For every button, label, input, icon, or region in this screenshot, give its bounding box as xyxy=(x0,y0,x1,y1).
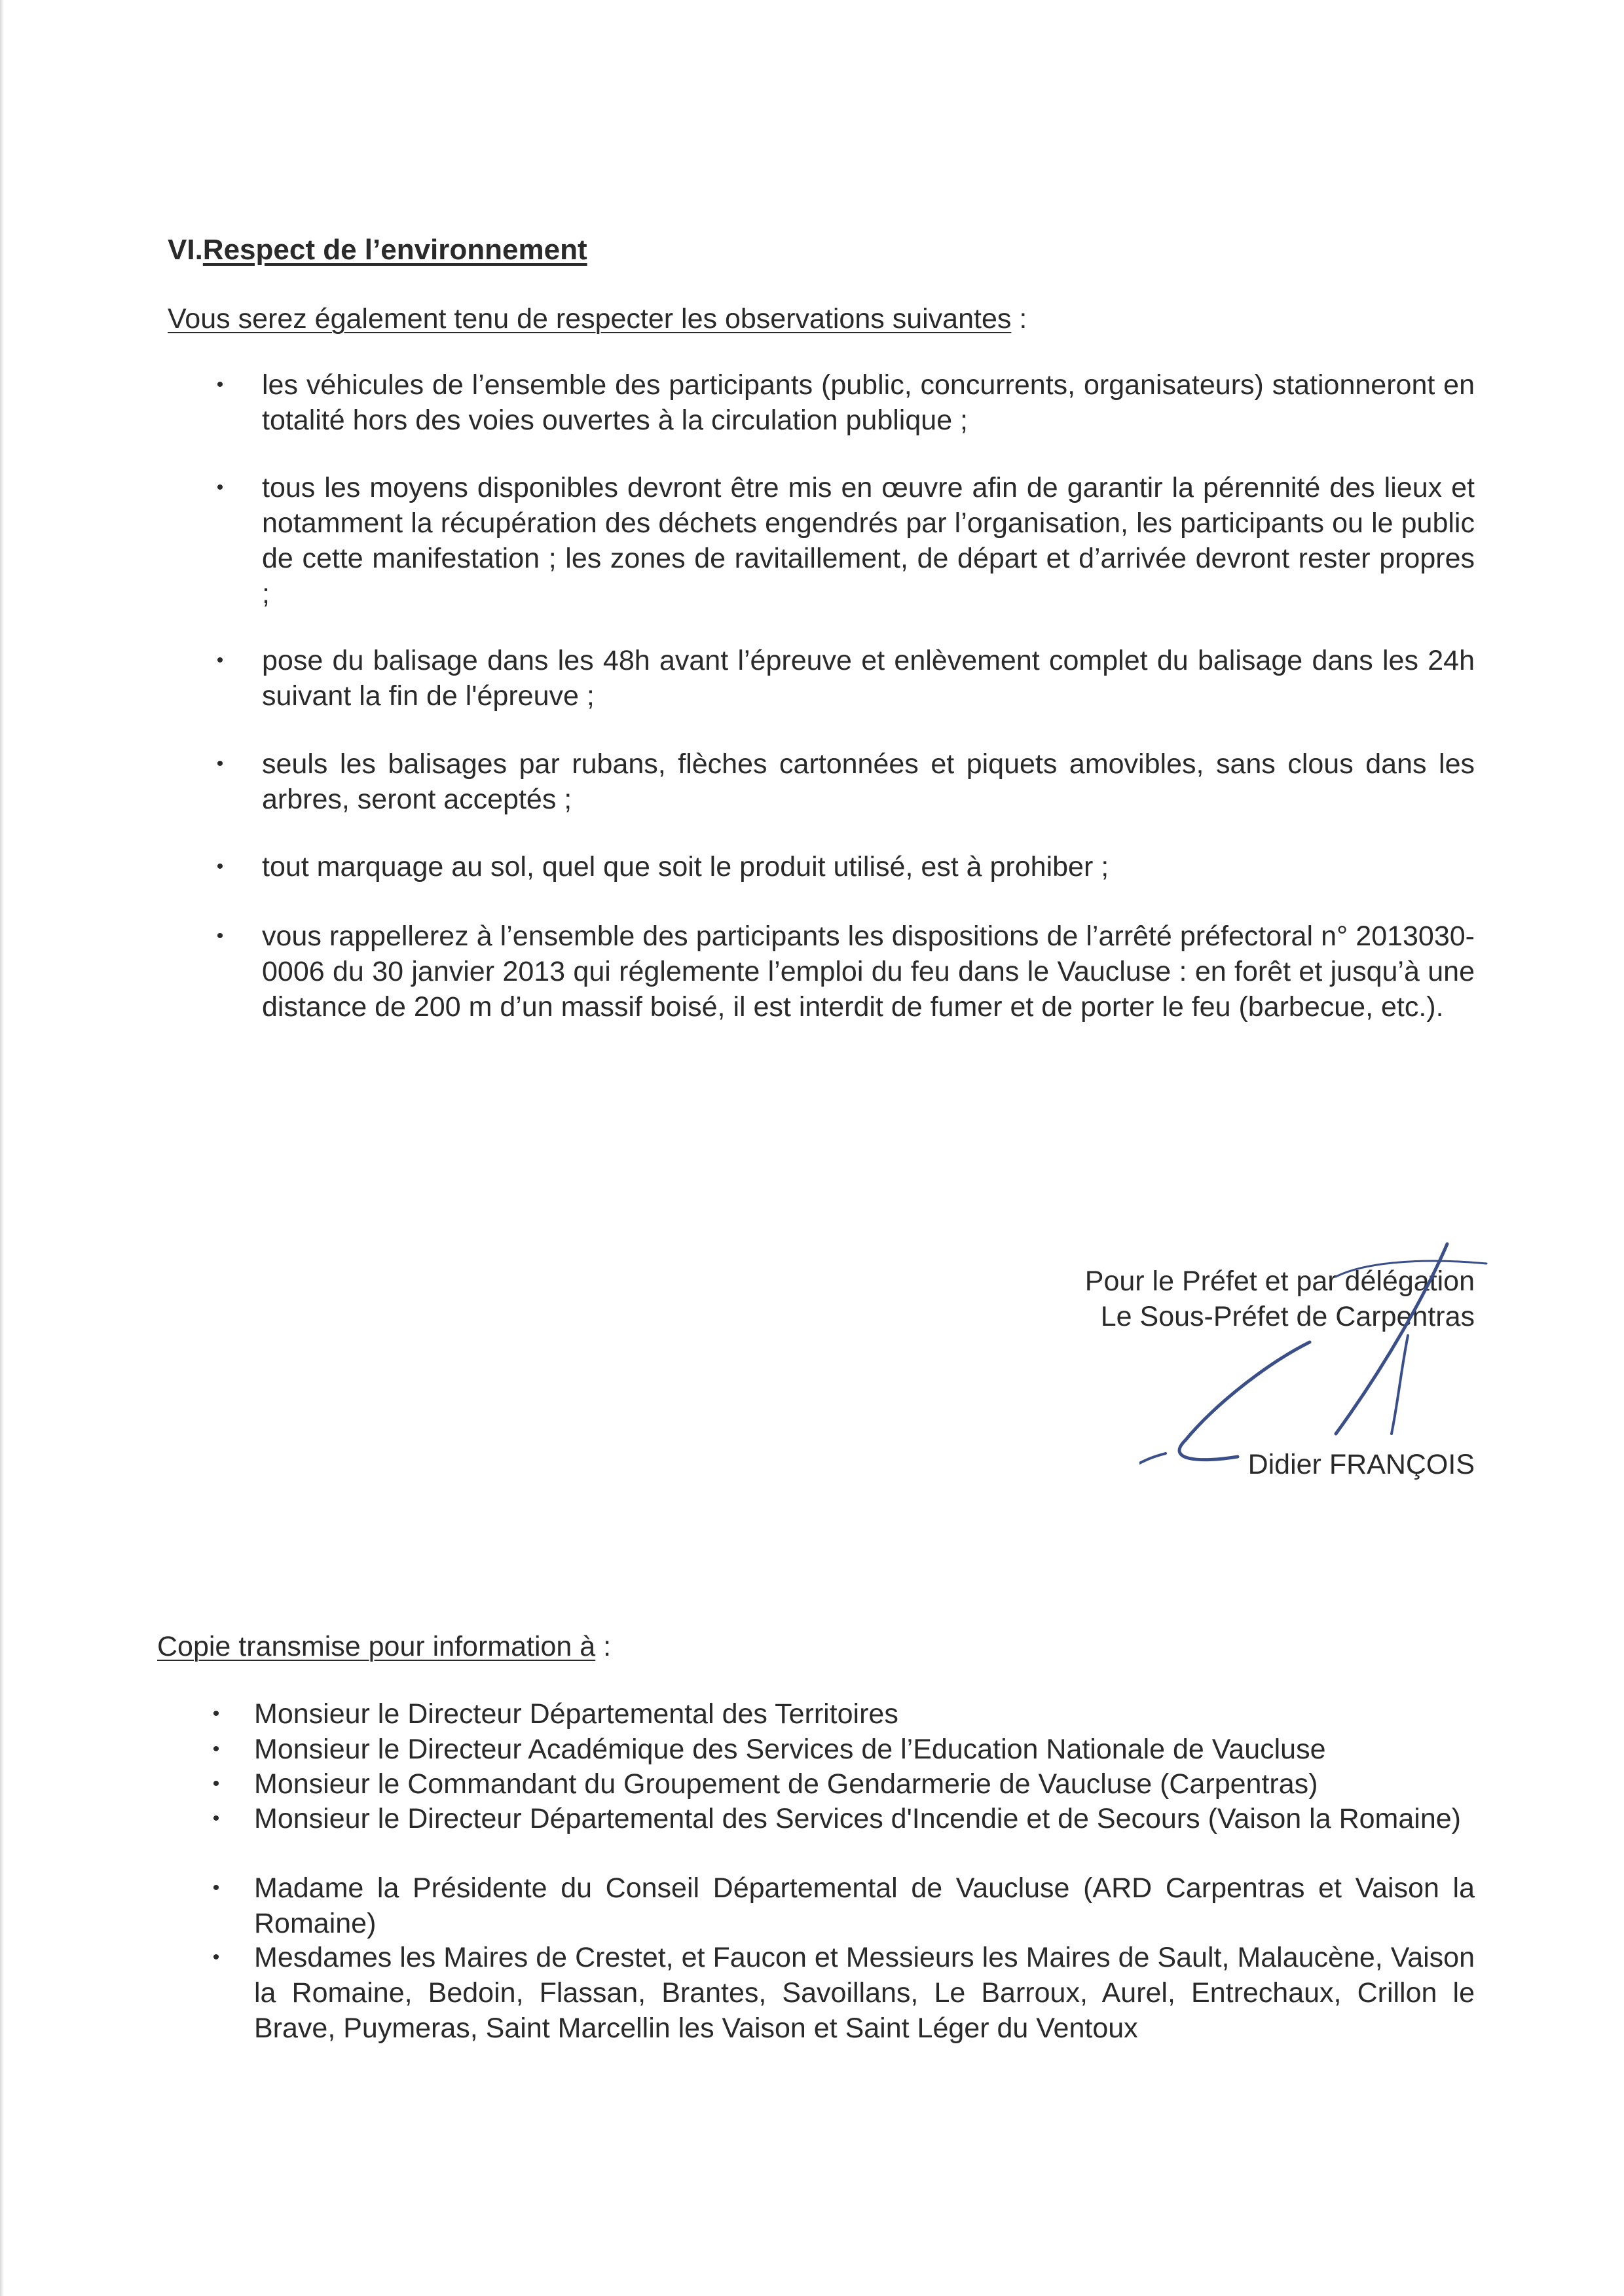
signer-name: Didier FRANÇOIS xyxy=(1247,1449,1475,1480)
section-heading xyxy=(168,232,587,268)
section-number: VI. xyxy=(168,234,203,266)
bullet: • xyxy=(212,1877,220,1899)
recipient-item xyxy=(212,1696,1475,1732)
bullet: • xyxy=(212,1773,220,1795)
intro-text: Vous serez également tenu de respecter les observations suivantes xyxy=(168,303,1012,335)
bullet: • xyxy=(212,1703,220,1724)
bullet: • xyxy=(212,1808,220,1829)
bullet: • xyxy=(216,925,224,947)
observation-item xyxy=(216,919,1475,1025)
observation-item xyxy=(216,470,1475,611)
bullet: • xyxy=(212,1946,220,1968)
scan-edge xyxy=(0,0,4,2296)
observation-text: seuls les balisages par rubans, flèches cartonnées et piquets amovibles, sans clous dans les arbres, seront acceptés ; xyxy=(262,748,1475,815)
copy-heading-text: Copie transmise pour information à xyxy=(157,1631,596,1662)
observation-item xyxy=(216,849,1475,884)
observation-item xyxy=(216,643,1475,714)
recipient-text: Monsieur le Directeur Académique des Services de l’Education Nationale de Vaucluse xyxy=(254,1734,1326,1765)
recipient-item xyxy=(212,1766,1475,1802)
signature-stroke xyxy=(1336,1244,1447,1434)
observation-text: tous les moyens disponibles devront être mis en œuvre afin de garantir la pérennité des lieux et notamment la récupération des déchets engendrés par l’organisation, les participants ou le public de cette manifestation ; les zones de ravitaillement, de départ et d’arrivée devront rester propres ; xyxy=(262,472,1475,610)
observation-text: tout marquage au sol, quel que soit le produit utilisé, est à prohiber ; xyxy=(262,851,1109,883)
observation-item xyxy=(216,746,1475,817)
bullet: • xyxy=(216,374,224,395)
copy-heading xyxy=(157,1629,611,1664)
recipient-text: Monsieur le Commandant du Groupement de Gendarmerie de Vaucluse (Carpentras) xyxy=(254,1768,1318,1800)
signature-stroke xyxy=(1336,1261,1486,1277)
signature-stroke xyxy=(1392,1336,1408,1434)
recipient-item xyxy=(212,1870,1475,1941)
recipient-item xyxy=(212,1732,1475,1767)
section-title: Respect de l’environnement xyxy=(202,234,587,266)
bullet: • xyxy=(212,1738,220,1760)
recipient-item xyxy=(212,1801,1475,1836)
signature-title: Le Sous-Préfet de Carpentras xyxy=(1100,1301,1475,1332)
copy-heading-colon: : xyxy=(595,1631,612,1662)
observation-text: vous rappellerez à l’ensemble des participants les dispositions de l’arrêté préfectoral n° 2013030-0006 du 30 janvier 2013 qui réglemente l’emploi du feu dans le Vaucluse : en forêt et jusqu’à une distance de 200 m d’un massif boisé, il est interdit de fumer et de porter le feu (barbecue, etc.). xyxy=(262,920,1475,1023)
recipient-item xyxy=(212,1940,1475,2046)
bullet: • xyxy=(216,753,224,774)
bullet: • xyxy=(216,856,224,877)
observation-item xyxy=(216,367,1475,438)
bullet: • xyxy=(216,477,224,498)
recipient-text: Monsieur le Directeur Départemental des Territoires xyxy=(254,1698,898,1730)
observation-text: pose du balisage dans les 48h avant l’épreuve et enlèvement complet du balisage dans les 24h suivant la fin de l'épreuve ; xyxy=(262,645,1475,712)
recipient-text: Mesdames les Maires de Crestet, et Faucon et Messieurs les Maires de Sault, Malaucène, Vaison la Romaine, Bedoin, Flassan, Brantes, Savoillans, Le Barroux, Aurel, Entrechaux, Crillon le Brave, Puymeras, Saint Marcellin les Vaison et Saint Léger du Ventoux xyxy=(254,1942,1475,2044)
observation-text: les véhicules de l’ensemble des participants (public, concurrents, organisateurs) stationneront en totalité hors des voies ouvertes à la circulation publique ; xyxy=(262,369,1475,436)
bullet: • xyxy=(216,649,224,671)
recipient-text: Madame la Présidente du Conseil Départemental de Vaucluse (ARD Carpentras et Vaison la Romaine) xyxy=(254,1872,1475,1939)
signature-stroke xyxy=(1179,1342,1310,1460)
signature-delegation: Pour le Préfet et par délégation xyxy=(1084,1266,1475,1297)
intro-colon: : xyxy=(1011,303,1027,335)
intro-paragraph xyxy=(168,301,1027,337)
recipient-text: Monsieur le Directeur Départemental des Services d'Incendie et de Secours (Vaison la Romaine) xyxy=(254,1803,1461,1834)
